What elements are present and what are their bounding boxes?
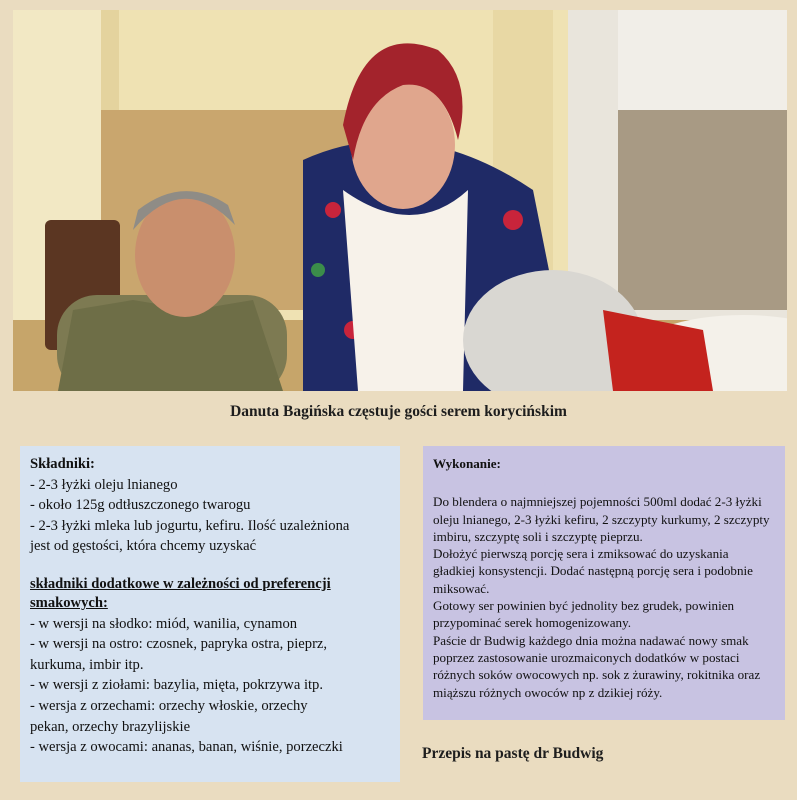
- event-photo: [13, 10, 787, 391]
- extra-item: kurkuma, imbir itp.: [30, 656, 144, 673]
- extras-title: składniki dodatkowe w zależności od preferencji smakowych:: [30, 575, 331, 611]
- extra-item: - w wersji na ostro: czosnek, papryka ostra, pieprz,: [30, 636, 328, 653]
- photo-illustration: [13, 10, 787, 391]
- recipe-title: Przepis na pastę dr Budwig: [422, 745, 604, 762]
- extra-item: - wersja z orzechami: orzechy włoskie, orzechy: [30, 697, 308, 714]
- preparation-paragraph: Do blendera o najmniejszej pojemności 500ml dodać 2-3 łyżki oleju lnianego, 2-3 łyżki kefiru, 2 szczypty kurkumy, 2 szczypty imbiru, szczyptę soli i szczyptę pieprzu.: [433, 494, 770, 544]
- photo-caption: Danuta Bagińska częstuje gości serem korycińskim: [230, 403, 567, 420]
- ingredient-item: - 2-3 łyżki mleka lub jogurtu, kefiru. Ilość uzależniona: [30, 517, 350, 534]
- preparation-title: Wykonanie:: [433, 456, 501, 471]
- ingredients-box: [20, 446, 400, 782]
- ingredients-title: Składniki:: [30, 456, 95, 472]
- preparation-paragraph: Dołożyć pierwszą porcję sera i zmiksować do uzyskania gładkiej konsystencji. Dodać następną porcję sera i podobnie miksować.: [433, 546, 753, 596]
- ingredient-item: - około 125g odtłuszczonego twarogu: [30, 497, 251, 514]
- preparation-paragraph: Paście dr Budwig każdego dnia można nadawać nowy smak poprzez zastosowanie urozmaiconych dodatków w postaci różnych soków owocowych np. sok z żurawiny, rokitnika oraz miąższu różnych owoców np z dzikiej róży.: [433, 632, 761, 700]
- ingredient-item: - 2-3 łyżki oleju lnianego: [30, 476, 178, 493]
- extra-item: - w wersji z ziołami: bazylia, mięta, pokrzywa itp.: [30, 677, 323, 694]
- extra-item: - wersja z owocami: ananas, banan, wiśnie, porzeczki: [30, 739, 343, 756]
- extra-item: pekan, orzechy brazylijskie: [30, 718, 191, 735]
- preparation-box: [423, 446, 785, 720]
- preparation-paragraph: Gotowy ser powinien być jednolity bez grudek, powinien przypominać serek homogenizowany.: [433, 598, 735, 631]
- ingredient-item: jest od gęstości, która chcemy uzyskać: [30, 538, 257, 555]
- extra-item: - w wersji na słodko: miód, wanilia, cynamon: [30, 615, 298, 632]
